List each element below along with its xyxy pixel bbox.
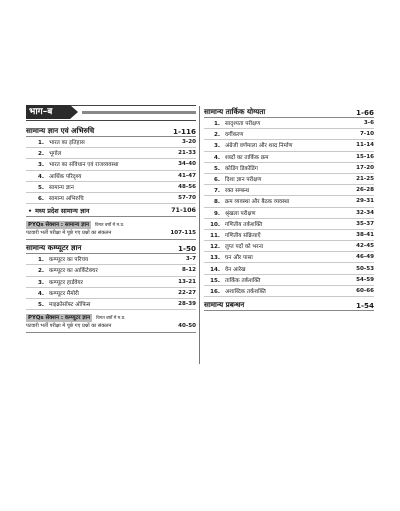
column-divider: [199, 106, 200, 364]
toc-item-pages: 28-39: [178, 300, 196, 307]
toc-item[interactable]: [26, 299, 196, 310]
toc-item-title: अंग्रेजी वर्णमाला और शब्द निर्माण: [225, 143, 293, 150]
toc-item-title: भारत का इतिहास: [49, 140, 85, 147]
toc-item-number: 4.: [37, 173, 44, 180]
toc-item-number: 5.: [37, 184, 44, 191]
toc-item[interactable]: [204, 230, 374, 241]
toc-item-number: 13.: [210, 255, 220, 262]
section-title: सामान्य तार्किक योग्यता: [204, 107, 266, 116]
toc-item-pages: 13-21: [178, 278, 196, 285]
toc-item-title: कम्प्यूटर का आर्किटेक्चर: [49, 268, 98, 275]
toc-item-title: माइक्रोसॉफ्ट ऑफिस: [49, 301, 91, 308]
toc-item-number: 8.: [213, 199, 220, 206]
section-computer-knowledge[interactable]: [26, 242, 196, 254]
toc-item-title-wrap: [32, 172, 81, 180]
toc-item-title: घन और पासा: [225, 255, 253, 262]
toc-item-number: 2.: [37, 151, 44, 158]
toc-item[interactable]: [26, 182, 196, 193]
toc-item-title: दिशा ज्ञान परीक्षण: [225, 177, 262, 184]
toc-item[interactable]: [204, 129, 374, 140]
toc-item-title: श्रृंखला परीक्षण: [225, 210, 256, 217]
toc-item-number: 12.: [210, 244, 220, 251]
toc-item-title: कम्प्यूटर हार्डवेयर: [49, 279, 83, 286]
pyq-block-gk[interactable]: [26, 220, 196, 240]
toc-item-number: 7.: [213, 188, 220, 195]
toc-item-pages: 48-56: [178, 183, 196, 190]
toc-item-title-wrap: [208, 130, 243, 138]
toc-item-pages: 38-41: [356, 231, 374, 238]
bullet-icon: •: [28, 206, 33, 215]
toc-item-pages: 29-31: [356, 198, 374, 205]
toc-item-number: 16.: [210, 288, 220, 295]
toc-item-title: भारत का संविधान एवं राजव्यवस्था: [49, 162, 119, 169]
toc-item-title: गणितीय संक्रियाएँ: [225, 232, 261, 239]
toc-item[interactable]: [26, 288, 196, 299]
toc-item-title-wrap: [208, 265, 246, 273]
toc-item-title-wrap: [32, 278, 83, 286]
toc-item[interactable]: [26, 171, 196, 182]
section-general-knowledge[interactable]: [26, 125, 196, 137]
toc-item[interactable]: [26, 254, 196, 265]
toc-item-number: 9.: [213, 210, 220, 217]
toc-item-number: 3.: [37, 162, 44, 169]
toc-item-title-wrap: [208, 287, 266, 295]
toc-item[interactable]: [204, 140, 374, 151]
toc-item-title: भूगोल: [49, 151, 62, 158]
toc-item-title-wrap: [32, 160, 119, 168]
toc-item-pages: 3-6: [363, 120, 374, 127]
section-pages: 1-50: [178, 244, 196, 254]
section-mp-gk[interactable]: [26, 204, 196, 217]
toc-item[interactable]: [26, 277, 196, 288]
toc-item-title: वेन आरेख: [225, 266, 246, 273]
toc-item[interactable]: [204, 241, 374, 252]
pyq-description: पटवारी भर्ती परीक्षा में पूछे गए प्रश्नों का संकलन: [26, 323, 112, 330]
toc-item-number: 3.: [37, 279, 44, 286]
toc-item[interactable]: [204, 208, 374, 219]
toc-item-title-wrap: [32, 300, 90, 308]
toc-item-title-wrap: [208, 231, 261, 239]
toc-item-pages: 50-53: [356, 265, 374, 272]
toc-item-title: वर्गीकरण: [225, 132, 244, 139]
toc-item-title: शब्दों का तार्किक क्रम: [225, 154, 269, 161]
toc-item-title-wrap: [208, 253, 253, 261]
section-pages: 71-106: [171, 206, 196, 215]
right-column: [204, 105, 374, 311]
toc-item[interactable]: [26, 148, 196, 159]
toc-item-pages: 46-49: [356, 254, 374, 261]
toc-item-pages: 21-25: [356, 176, 374, 183]
toc-item-title-wrap: [208, 186, 249, 194]
toc-item-pages: 8-12: [182, 267, 196, 274]
toc-item-title: सामान्य अभिरुचि: [49, 196, 84, 203]
toc-item[interactable]: [204, 263, 374, 274]
section-reasoning[interactable]: [204, 105, 374, 118]
left-column: [26, 105, 196, 333]
toc-item[interactable]: [26, 193, 196, 204]
pyq-tail: विगत वर्षों में म.प्र.: [96, 315, 126, 321]
part-header-rule: [82, 111, 196, 114]
section-pages: 1-54: [356, 301, 374, 310]
pyq-tag: PYQs सेक्शन : सामान्य ज्ञान: [28, 221, 89, 228]
toc-item-pages: 22-27: [178, 289, 196, 296]
section-title: सामान्य प्रबन्धन: [204, 300, 245, 309]
section-title: सामान्य कम्प्यूटर ज्ञान: [26, 243, 82, 253]
toc-item-title-wrap: [32, 183, 74, 191]
toc-item-number: 2.: [37, 268, 44, 275]
section-title: सामान्य ज्ञान एवं अभिरुचि: [26, 126, 95, 135]
toc-item-pages: 60-66: [356, 287, 374, 294]
toc-item[interactable]: [204, 174, 374, 185]
toc-item-title-wrap: [208, 153, 268, 161]
toc-item-number: 4.: [213, 154, 220, 161]
toc-item-number: 5.: [213, 165, 220, 172]
toc-item-title: रक्त सम्बन्ध: [225, 188, 250, 195]
toc-item-title-wrap: [208, 164, 258, 172]
toc-item-number: 14.: [210, 266, 220, 273]
toc-item-title-wrap: [208, 141, 292, 149]
toc-item[interactable]: [204, 152, 374, 163]
toc-item-number: 11.: [210, 232, 220, 239]
toc-item-title-wrap: [208, 276, 260, 284]
toc-item-number: 6.: [37, 196, 44, 203]
toc-item-pages: 3-20: [182, 139, 196, 146]
toc-item-title: तार्किक तर्कशक्ति: [225, 277, 261, 284]
toc-item-number: 1.: [213, 121, 220, 128]
toc-item-pages: 11-14: [356, 142, 374, 149]
toc-item[interactable]: [204, 219, 374, 230]
toc-item-pages: 42-45: [356, 243, 374, 250]
toc-item[interactable]: [204, 118, 374, 129]
toc-item[interactable]: [204, 196, 374, 207]
toc-item-pages: 21-33: [178, 150, 196, 157]
toc-item-pages: 34-40: [178, 161, 196, 168]
toc-item[interactable]: [204, 163, 374, 174]
toc-item-title-wrap: [208, 197, 289, 205]
pyq-tag: PYQs सेक्शन : कम्प्यूटर ज्ञान: [28, 314, 91, 321]
toc-item-title-wrap: [32, 138, 85, 146]
toc-item[interactable]: [26, 159, 196, 170]
toc-item[interactable]: [204, 286, 374, 297]
toc-item-pages: 32-34: [356, 209, 374, 216]
toc-item-title-wrap: [208, 220, 262, 228]
toc-item-number: 6.: [213, 177, 220, 184]
toc-item-title: अशाब्दिक तर्कशक्ति: [225, 288, 266, 295]
pyq-pages: 107-115: [170, 230, 196, 237]
toc-item[interactable]: [26, 137, 196, 148]
toc-item-pages: 26-28: [356, 187, 374, 194]
pyq-description: पटवारी भर्ती परीक्षा में पूछे गए प्रश्नों का संकलन: [26, 230, 112, 237]
section-pages: 1-66: [356, 108, 374, 117]
toc-item-title: कोडिंग डिकोडिंग: [225, 165, 258, 172]
toc-item-pages: 57-70: [178, 195, 196, 202]
toc-item-pages: 41-47: [178, 172, 196, 179]
toc-item-title-wrap: [32, 255, 88, 263]
toc-item-number: 3.: [213, 143, 220, 150]
toc-item-title-wrap: [208, 209, 256, 217]
toc-item-pages: 17-20: [356, 164, 374, 171]
toc-item-title: क्रम व्यवस्था और बैठक व्यवस्था: [225, 199, 290, 206]
toc-item-title-wrap: [32, 194, 84, 202]
toc-item-pages: 35-37: [356, 220, 374, 227]
toc-item-title: कम्प्यूटर मैमोरी: [49, 290, 79, 297]
section-title: मध्य प्रदेश सामान्य ज्ञान: [35, 206, 90, 215]
toc-item-pages: 54-59: [356, 276, 374, 283]
toc-item[interactable]: [26, 265, 196, 276]
toc-item-pages: 7-10: [360, 131, 374, 138]
toc-item-number: 4.: [37, 290, 44, 297]
toc-item-title: कम्प्यूटर का परिचय: [49, 257, 89, 264]
toc-item-title: गणितीय तर्कशक्ति: [225, 221, 263, 228]
toc-item-number: 10.: [210, 221, 220, 228]
toc-item[interactable]: [204, 252, 374, 263]
toc-item-number: 15.: [210, 277, 220, 284]
section-pages: 1-116: [173, 127, 196, 136]
pyq-block-computer[interactable]: [26, 313, 196, 333]
toc-item-number: 5.: [37, 301, 44, 308]
toc-item-pages: 3-7: [185, 256, 196, 263]
toc-item-title-wrap: [208, 242, 263, 250]
toc-item-title-wrap: [208, 175, 261, 183]
toc-item-number: 1.: [37, 257, 44, 264]
toc-item-number: 2.: [213, 132, 220, 139]
toc-item-number: 1.: [37, 140, 44, 147]
toc-item[interactable]: [204, 275, 374, 286]
section-general-management[interactable]: [204, 299, 374, 311]
toc-item-title-wrap: [32, 289, 79, 297]
toc-item-title-wrap: [32, 266, 98, 274]
toc-item[interactable]: [204, 185, 374, 196]
pyq-tail: विगत वर्षों में म.प्र.: [94, 222, 125, 228]
toc-item-title: आर्थिक परिदृश्य: [49, 173, 82, 180]
pyq-pages: 40-50: [178, 323, 196, 330]
toc-item-title: सादृश्यता परीक्षण: [225, 121, 261, 128]
part-header: [26, 105, 196, 121]
toc-item-title-wrap: [208, 119, 260, 127]
toc-item-title-wrap: [32, 149, 61, 157]
part-label: भाग–ब: [26, 105, 70, 119]
toc-item-pages: 15-16: [356, 153, 374, 160]
toc-item-title: लुप्त पदों को भरना: [225, 244, 264, 251]
toc-item-title: सामान्य ज्ञान: [49, 184, 74, 191]
